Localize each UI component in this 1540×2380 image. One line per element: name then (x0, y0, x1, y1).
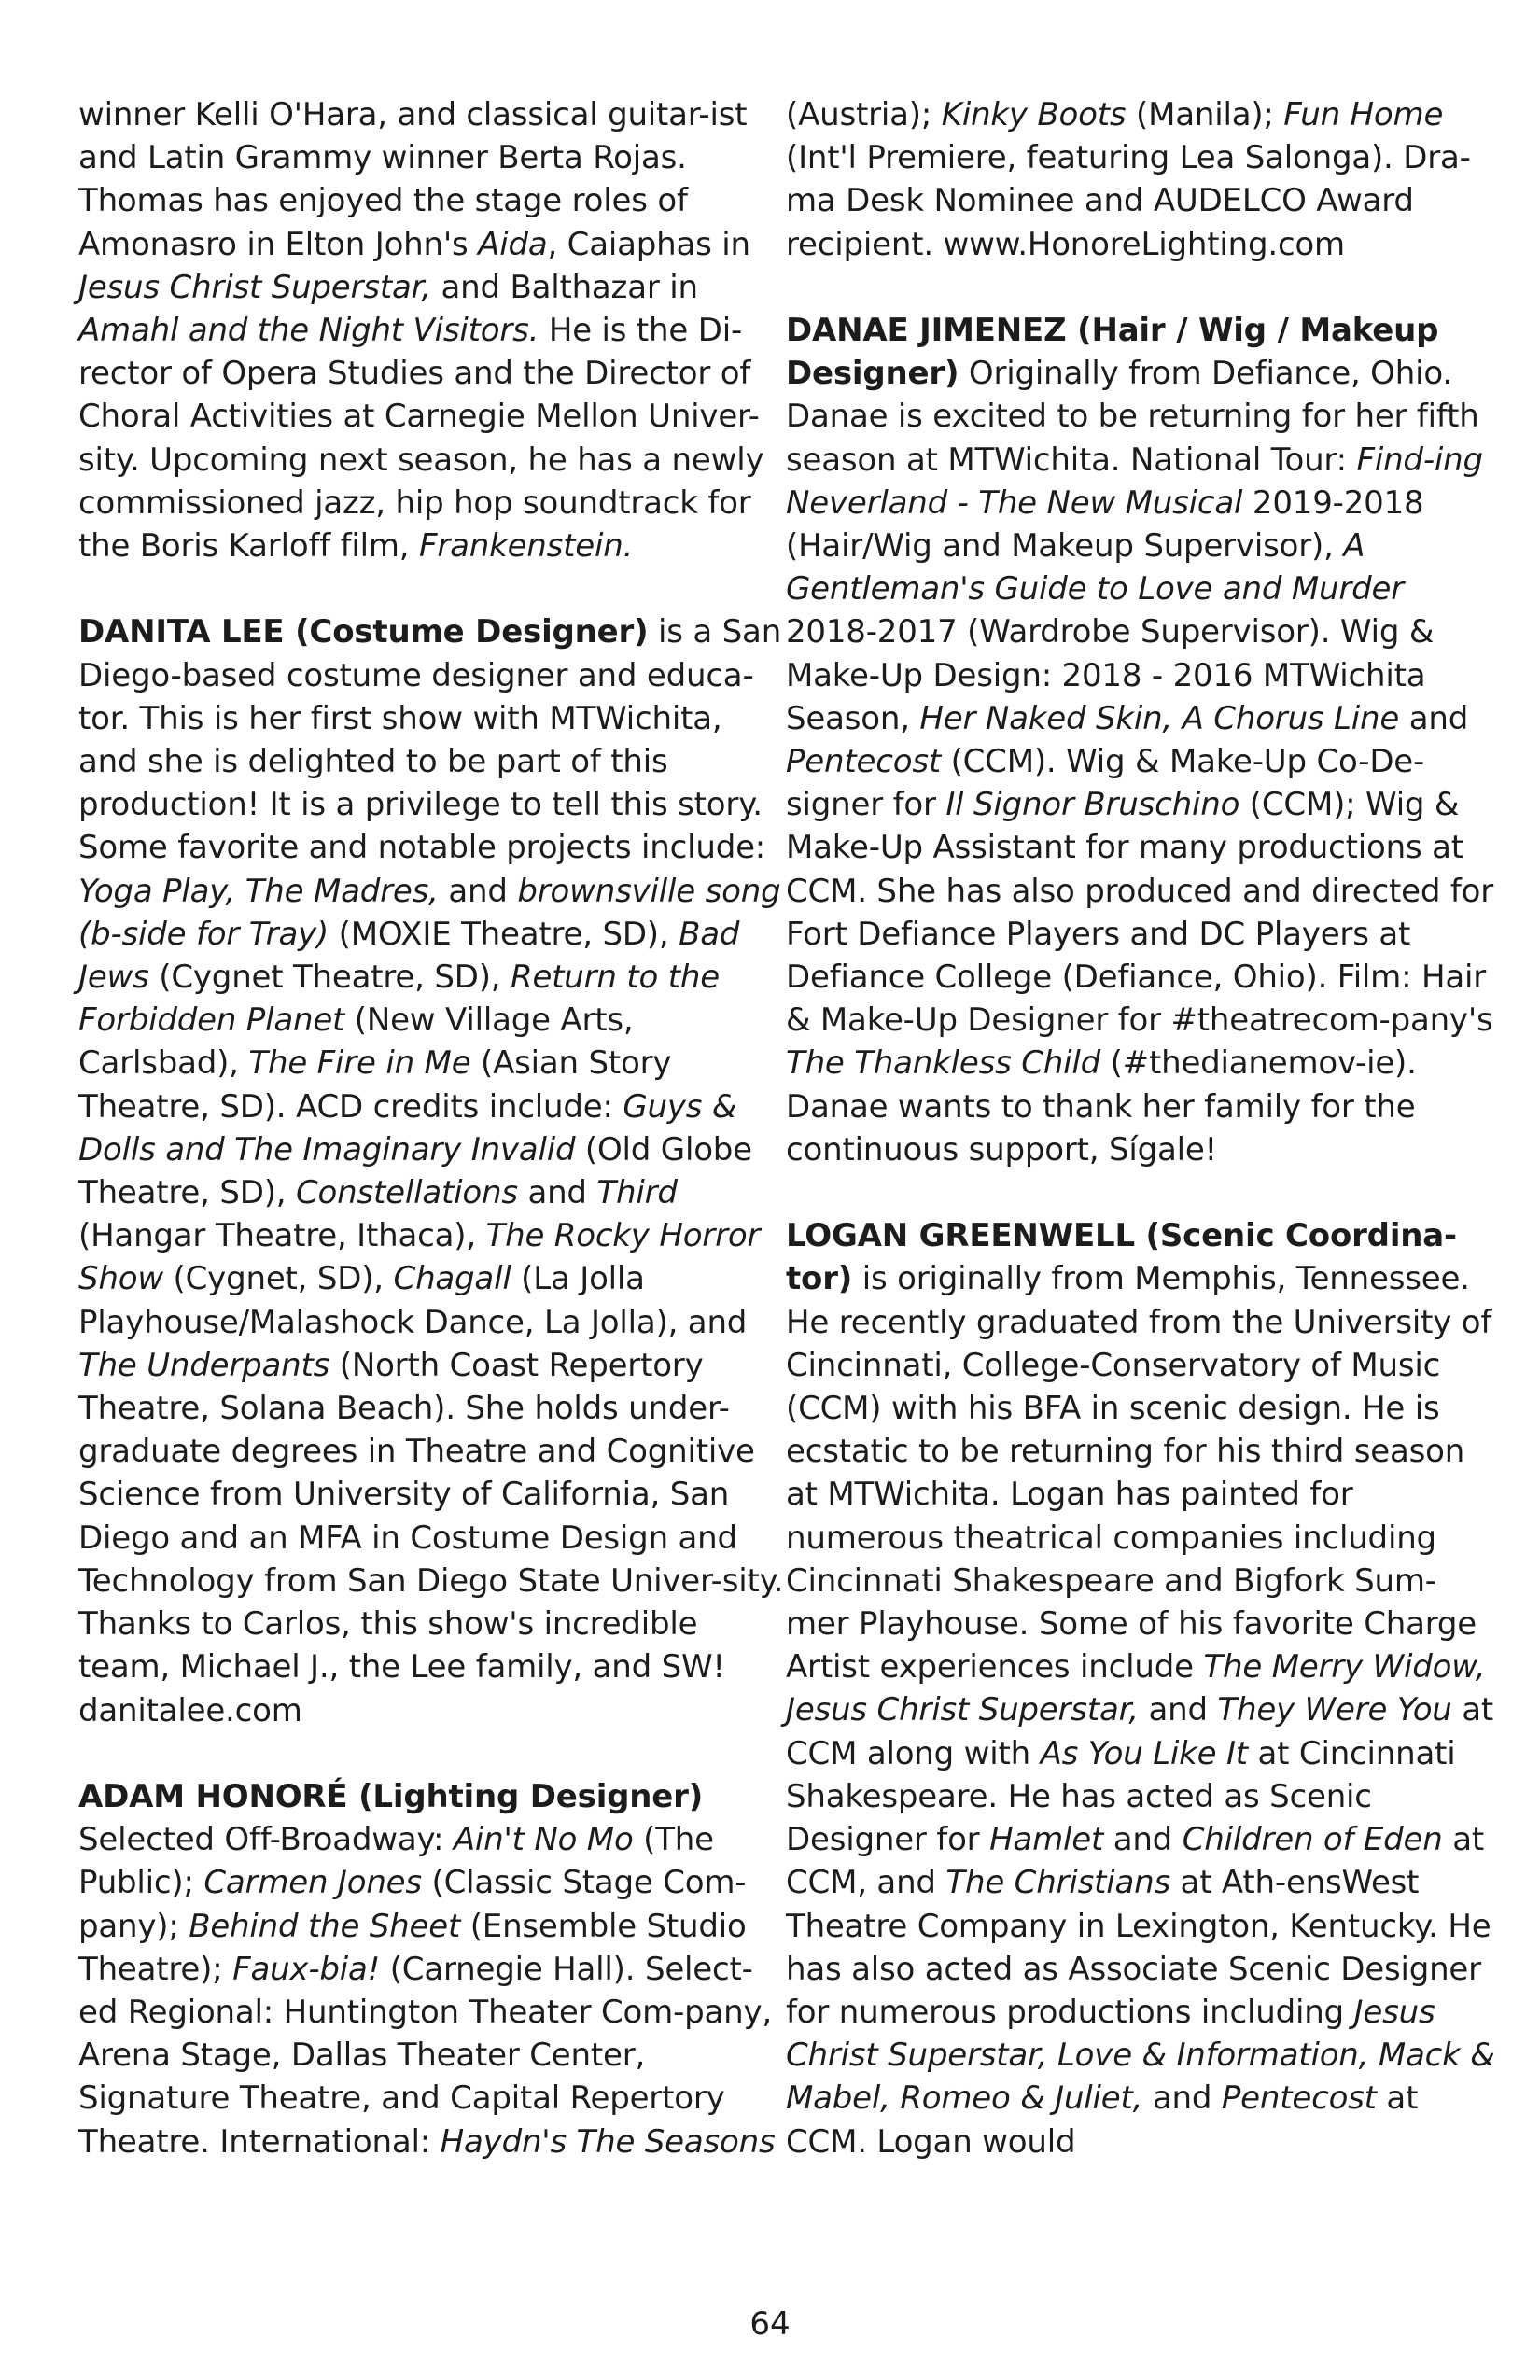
bio-danita-lee (78, 610, 788, 1731)
text-run: is originally from Memphis, Tennessee. He recently graduated from the University of Cincinnati, College-Conservatory of Music (CCM) with his BFA in scenic design. He is ecstatic to be returning for his third season at MTWichita. Logan has painted for numerous theatrical companies including Cincinnati Shakespeare and Bigfork Sum-mer Playhouse. Some of his favorite Charge Artist experiences include (786, 1260, 1492, 1687)
bio-name: LOGAN GREENWELL (Scenic Coordina-tor) (786, 1217, 1457, 1298)
text-run: at Ath-ensWest Theatre Company in Lexington, Kentucky. He has also acted as Associate Scenic Designer for numerous productions including (786, 1864, 1491, 2031)
italic-title: Faux-bia! (232, 1950, 381, 1988)
italic-title: Children of Eden (1182, 1821, 1443, 1859)
italic-title: Frankenstein. (418, 527, 634, 566)
italic-title: The Rocky Horror Show (78, 1217, 761, 1298)
text-run: and (1142, 2079, 1222, 2118)
italic-title: Il Signor Bruschino (945, 786, 1240, 824)
italic-title: Chagall (393, 1260, 511, 1298)
text-run: at CCM. Logan would (786, 2079, 1419, 2161)
bio-name: ADAM HONORÉ (Lighting Designer) (78, 1777, 704, 1815)
text-run: (Cygnet, SD), (162, 1260, 394, 1298)
text-run: (Int'l Premiere, featuring Lea Salonga). Dra-ma Desk Nominee and AUDELCO Award recipient. www.HonoreLighting.com (786, 139, 1471, 263)
text-run: and Balthazar in (430, 268, 698, 306)
bio-thomas-continuation (78, 93, 788, 567)
text-run: (MOXIE Theatre, SD), (329, 915, 679, 953)
text-run: winner Kelli O'Hara, and classical guitar-ist and Latin Grammy winner Berta Rojas. Thomas has enjoyed the stage roles of Amonasro in Elton John's (78, 96, 748, 263)
text-run: (Asian Story Theatre, SD). ACD credits include: (78, 1044, 672, 1126)
text-run: and (517, 1174, 597, 1212)
left-column (78, 93, 788, 2206)
text-run: at CCM along with (786, 1691, 1494, 1772)
italic-title: Guys & Dolls and The Imaginary Invalid (78, 1087, 737, 1169)
italic-title: The Underpants (78, 1346, 330, 1384)
text-run: He is the Di-rector of Opera Studies and the Director of Choral Activities at Carnegie Mellon Univer-sity. Upcoming next season, he has a newly commissioned jazz, hip hop soundtrack for the Boris Karloff film, (78, 312, 764, 566)
text-run: (La Jolla Playhouse/Malashock Dance, La Jolla), and (78, 1260, 748, 1341)
text-run: (Hangar Theatre, Ithaca), (78, 1217, 486, 1255)
italic-title: Amahl and the Night Visitors. (78, 312, 539, 350)
text-run: at Cincinnati Shakespeare. He has acted as Scenic Designer for (786, 1734, 1456, 1859)
text-run: (CCM); Wig & Make-Up Assistant for many productions at CCM. She has also produced and directed for Fort Defiance Players and DC Players at Defiance College (Defiance, Ohio). Film: Hair & Make-Up Designer for #theatrecom-pany's (786, 786, 1493, 1040)
italic-title: The Christians (945, 1864, 1170, 1902)
bio-text (786, 355, 1493, 1169)
italic-title: Fun Home (1283, 96, 1444, 133)
italic-title: Haydn's The Seasons (440, 2122, 776, 2161)
text-run: at CCM, and (786, 1821, 1484, 1902)
text-run: (North Coast Repertory Theatre, Solana Beach). She holds under-graduate degrees in Theatre and Cognitive Science from University of California, San Diego and an MFA in Costume Design and Technology from San Diego State Univer-sity. Thanks to Carlos, this show's incredible team, Michael J., the Lee family, and SW! danitalee.com (78, 1346, 784, 1729)
text-run: (Classic Stage Com-pany); (78, 1864, 747, 1945)
text-run: and (1103, 1821, 1183, 1859)
bio-name: DANAE JIMENEZ (Hair / Wig / Makeup Designer) (786, 312, 1439, 393)
italic-title: Third (596, 1174, 678, 1212)
text-run: is a San Diego-based costume designer and educa-tor. This is her first show with MTWichita, and she is delighted to be part of this production! It is a privilege to tell this story. Some favorite and notable projects include: (78, 613, 782, 867)
text-run: (Carnegie Hall). Select-ed Regional: Huntington Theater Com-pany, Arena Stage, Dallas Theater Center, Signature Theatre, and Capital Repertory Theatre. International: (78, 1950, 773, 2161)
text-run: and (1138, 1691, 1218, 1729)
bio-honore-continuation (786, 93, 1495, 266)
italic-title: As You Like It (1040, 1734, 1248, 1772)
bio-adam-honore (78, 1775, 788, 2163)
text-run: (Old Globe Theatre, SD), (78, 1130, 752, 1212)
italic-title: Pentecost (786, 743, 941, 781)
italic-title: Kinky Boots (941, 96, 1127, 133)
bio-danae-jimenez (786, 309, 1495, 1171)
italic-title: brownsville song (b-side for Tray) (78, 872, 781, 953)
italic-title: Bad Jews (78, 915, 740, 997)
text-run: , Caiaphas in (547, 225, 750, 263)
italic-title: A Gentleman's Guide to Love and Murder (786, 527, 1404, 609)
italic-title: Aida (478, 225, 548, 263)
text-run: (Manila); (1126, 96, 1284, 133)
italic-title: Find-ing Neverland - The New Musical (786, 441, 1483, 522)
bio-logan-greenwell (786, 1214, 1495, 2163)
italic-title: Carmen Jones (203, 1864, 422, 1902)
italic-title: Hamlet (989, 1821, 1104, 1859)
text-run: (Austria); (786, 96, 942, 133)
italic-title: Behind the Sheet (189, 1907, 461, 1945)
bio-text (78, 1821, 776, 2160)
right-column (786, 93, 1495, 2206)
italic-title: Her Naked Skin, A Chorus Line (919, 699, 1400, 737)
text-run: (The Public); (78, 1821, 714, 1902)
text-run: (Ensemble Studio Theatre); (78, 1907, 747, 1988)
italic-title: Pentecost (1221, 2079, 1377, 2118)
italic-title: Jesus Christ Superstar, Love & Information, Mack & Mabel, Romeo & Juliet, (786, 1993, 1495, 2118)
italic-title: The Thankless Child (786, 1044, 1100, 1083)
page-number: 64 (749, 2305, 791, 2343)
bio-text (786, 1260, 1495, 2160)
text-run: and (1399, 699, 1469, 737)
text-run: 2019-2018 (Hair/Wig and Makeup Supervisor), (786, 483, 1424, 566)
text-run: (New Village Arts, Carlsbad), (78, 1001, 634, 1083)
italic-title: Jesus Christ Superstar, (78, 268, 431, 306)
italic-title: Return to the Forbidden Planet (78, 959, 720, 1040)
text-run: (CCM). Wig & Make-Up Co-De-signer for (786, 743, 1425, 824)
italic-title: Ain't No Mo (453, 1821, 634, 1859)
italic-title: The Fire in Me (248, 1044, 471, 1083)
bio-text (78, 613, 783, 1729)
italic-title: Yoga Play, The Madres, (78, 872, 439, 910)
text-run: Originally from Defiance, Ohio. Danae is excited to be returning for her fifth season at MTWichita. National Tour: (786, 355, 1479, 479)
italic-title: The Merry Widow, Jesus Christ Superstar, (786, 1648, 1486, 1729)
italic-title: Constellations (296, 1174, 518, 1212)
text-run: (Cygnet Theatre, SD), (148, 959, 511, 997)
bio-name: DANITA LEE (Costume Designer) (78, 613, 649, 651)
text-run: (#thedianemov-ie). Danae wants to thank her family for the continuous support, Sígale! (786, 1044, 1417, 1169)
text-run: Selected Off-Broadway: (78, 1821, 454, 1859)
text-run: 2018-2017 (Wardrobe Supervisor). Wig & Make-Up Design: 2018 - 2016 MTWichita Season, (786, 613, 1435, 737)
italic-title: They Were You (1217, 1691, 1452, 1729)
text-run: and (438, 872, 518, 910)
